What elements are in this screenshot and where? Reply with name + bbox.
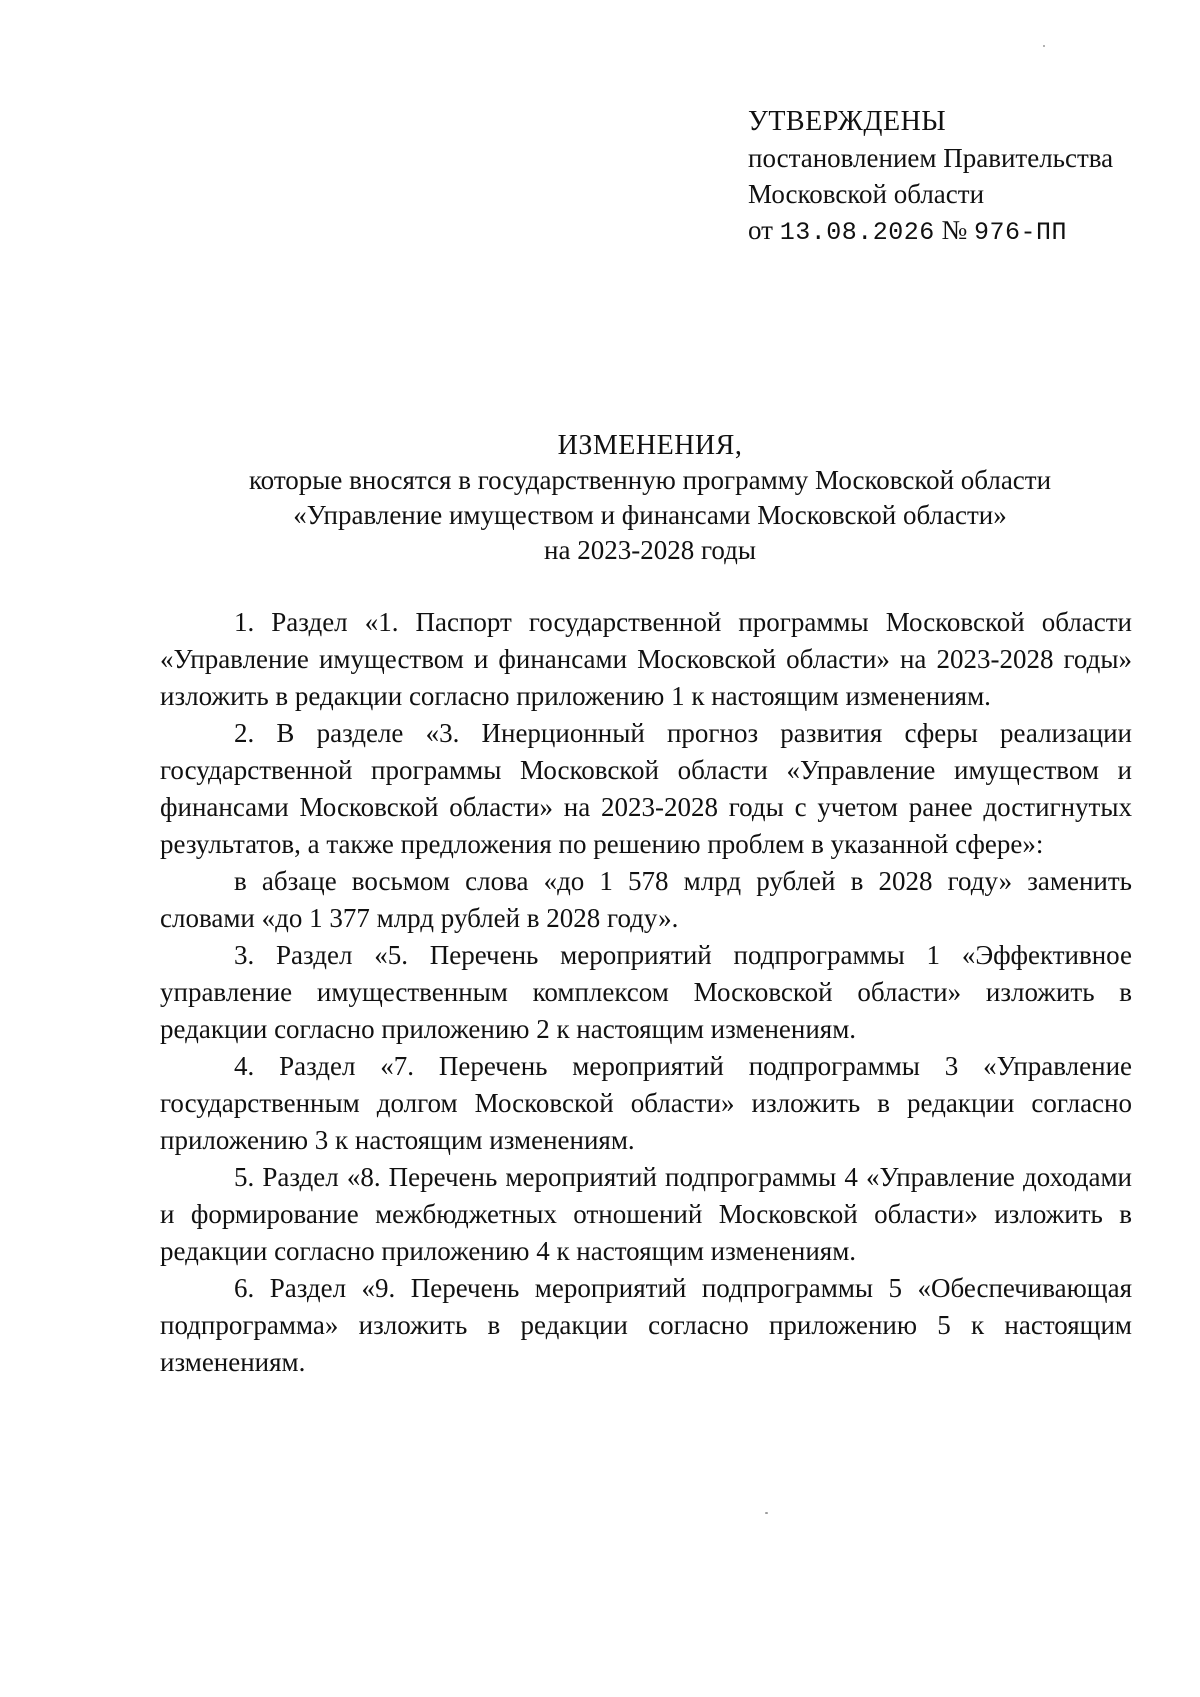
paragraph-4: 4. Раздел «7. Перечень мероприятий подпрограммы 3 «Управление государственным долгом Московской области» изложить в редакции согласно приложению 3 к настоящим изменениям.: [160, 1051, 1132, 1155]
approval-title: УТВЕРЖДЕНЫ: [748, 106, 947, 137]
date-prefix: от: [748, 215, 773, 245]
approval-line-1: постановлением Правительства: [748, 143, 1114, 173]
paragraph-3: 3. Раздел «5. Перечень мероприятий подпрограммы 1 «Эффективное управление имущественным комплексом Московской области» изложить в редакции согласно приложению 2 к настоящим изменениям.: [160, 940, 1132, 1044]
paragraph-6: 6. Раздел «9. Перечень мероприятий подпрограммы 5 «Обеспечивающая подпрограмма» изложить в редакции согласно приложению 5 к настоящим изменениям.: [160, 1273, 1132, 1377]
heading-line-1: которые вносятся в государственную программу Московской области: [248, 465, 1052, 495]
scan-speck: [1043, 45, 1045, 47]
paragraph-1: 1. Раздел «1. Паспорт государственной программы Московской области «Управление имуществом и финансами Московской области» на 2023-2028 годы» изложить в редакции согласно приложению 1 к настоящим изменениям.: [160, 607, 1132, 711]
scan-speck: [765, 1512, 768, 1514]
heading-line-3: на 2023-2028 годы: [544, 535, 756, 565]
approval-block: [748, 104, 1168, 251]
heading-line-2: «Управление имуществом и финансами Московской области»: [293, 500, 1007, 530]
heading-title: ИЗМЕНЕНИЯ,: [557, 430, 743, 461]
paragraph-5: 5. Раздел «8. Перечень мероприятий подпрограммы 4 «Управление доходами и формирование межбюджетных отношений Московской области» изложить в редакции согласно приложению 4 к настоящим изменениям.: [160, 1162, 1132, 1266]
document-heading: [160, 428, 1140, 568]
document-body: [160, 604, 1132, 1381]
paragraph-2-detail: в абзаце восьмом слова «до 1 578 млрд рублей в 2028 году» заменить словами «до 1 377 млрд рублей в 2028 году».: [160, 866, 1132, 933]
paragraph-2: 2. В разделе «3. Инерционный прогноз развития сферы реализации государственной программы Московской области «Управление имуществом и финансами Московской области» на 2023-2028 годы с учетом ранее достигнутых результатов, а также предложения по решению проблем в указанной сфере»:: [160, 718, 1132, 859]
approval-line-2: Московской области: [748, 179, 985, 209]
number-sign: №: [941, 215, 968, 245]
approval-date-line: [748, 212, 1168, 251]
date-value: 13.08.2026: [779, 218, 935, 247]
number-value: 976-ПП: [974, 218, 1068, 247]
